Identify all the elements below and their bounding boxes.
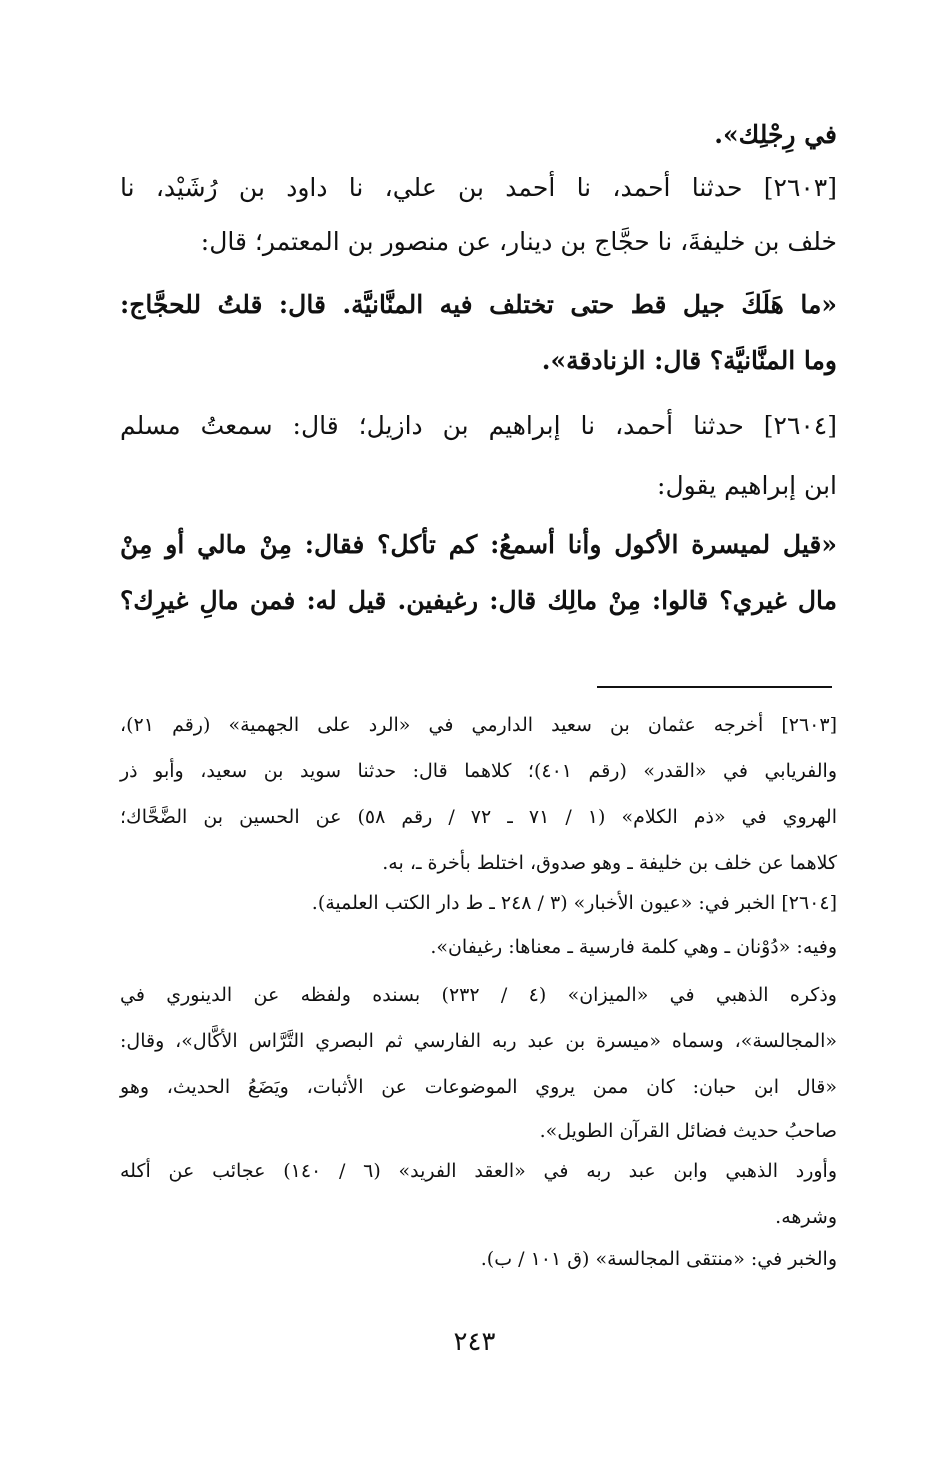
page-number: ٢٤٣ — [453, 1327, 496, 1357]
main-text-line-5: وما المنَّانيَّة؟ قال: الزنادقة». — [541, 346, 837, 375]
footnote-line-1: [٢٦٠٣] أخرجه عثمان بن سعيد الدارمي في «الرد على الجهمية» (رقم ٢١)، — [120, 714, 837, 736]
main-text-line-1: في رِجْلِك». — [714, 120, 837, 149]
footnote-separator — [597, 686, 832, 688]
footnote-line-11: وأورد الذهبي وابن عبد ربه في «العقد الفريد» (٦ / ١٤٠) عجائب عن أكله — [120, 1160, 837, 1182]
footnote-line-8: «المجالسة»، وسماه «ميسرة بن عبد ربه الفارسي ثم البصري التَّرَّاس الأكَّال»، وقال: — [120, 1030, 837, 1052]
main-text-line-8: «قيل لميسرة الأكول وأنا أسمعُ: كم تأكل؟ فقال: مِنْ مالي أو مِنْ — [120, 530, 837, 559]
main-text-line-9: مال غيري؟ قالوا: مِنْ مالِك قال: رغيفين. قيل له: فمن مالِ غيرِك؟ — [120, 586, 837, 615]
footnote-line-12: وشرهه. — [775, 1206, 837, 1228]
footnote-line-9: «قال ابن حبان: كان ممن يروي الموضوعات عن الأثبات، ويَضَعُ الحديث، وهو — [120, 1076, 837, 1098]
footnote-line-5: [٢٦٠٤] الخبر في: «عيون الأخبار» (٣ / ٢٤٨ ـ ط دار الكتب العلمية). — [311, 892, 837, 914]
main-text-line-7: ابن إبراهيم يقول: — [657, 471, 837, 500]
main-text-line-2: [٢٦٠٣] حدثنا أحمد، نا أحمد بن علي، نا داود بن رُشَيْد، نا — [120, 173, 837, 202]
footnote-line-2: والفريابي في «القدر» (رقم ٤٠١)؛ كلاهما قال: حدثنا سويد بن سعيد، وأبو ذر — [120, 760, 838, 782]
footnote-line-7: وذكره الذهبي في «الميزان» (٤ / ٢٣٢) بسنده ولفظه عن الدينوري في — [120, 984, 837, 1006]
main-text-line-6: [٢٦٠٤] حدثنا أحمد، نا إبراهيم بن دازيل؛ قال: سمعتُ مسلم — [120, 411, 837, 440]
footnote-line-6: وفيه: «دُوْنان ـ وهي كلمة فارسية ـ معناها: رغيفان». — [430, 936, 837, 958]
main-text-line-4: «ما هَلَكَ جيل قط حتى تختلف فيه المنَّانيَّة. قال: قلتُ للحجَّاج: — [120, 290, 837, 319]
footnote-line-3: الهروي في «ذم الكلام» (١ / ٧١ ـ ٧٢ / رقم ٥٨) عن الحسين بن الضَّحَّاك؛ — [120, 806, 837, 828]
footnote-line-10: صاحبُ حديث فضائل القرآن الطويل». — [539, 1120, 837, 1142]
main-text-line-3: خلف بن خليفةَ، نا حجَّاج بن دينار، عن منصور بن المعتمر؛ قال: — [200, 227, 837, 256]
footnote-line-4: كلاهما عن خلف بن خليفة ـ وهو صدوق، اختلط بأخرة ـ، به. — [382, 852, 837, 874]
footnote-line-13: والخبر في: «منتقى المجالسة» (ق ١٠١ / ب). — [480, 1248, 837, 1270]
